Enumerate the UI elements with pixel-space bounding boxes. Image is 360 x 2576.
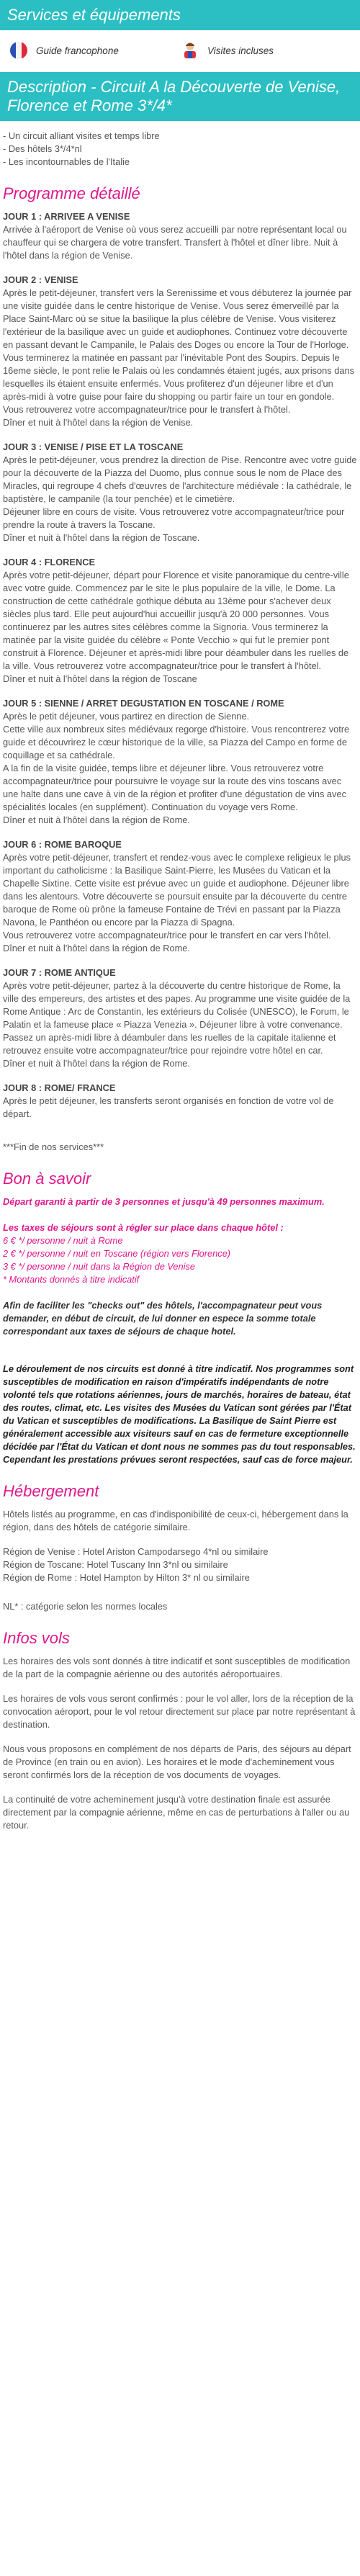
programme-footnote: ***Fin de nos services*** (3, 1141, 104, 1152)
day-title: JOUR 8 : ROME/ FRANCE (3, 1082, 116, 1093)
service-guide-francophone (9, 40, 180, 60)
services-list (0, 30, 360, 72)
day-title: JOUR 3 : VENISE / PISE ET LA TOSCANE (3, 441, 184, 452)
departure-guarantee: Départ garanti à partir de 3 personnes et jusqu'à 49 personnes maximum. (3, 1196, 325, 1207)
programme-title: Programme détaillé (3, 184, 140, 202)
day-text: Après votre petit-déjeuner, départ pour Florence et visite panoramique du centre-ville avec votre guide. Commencez par le site le plus populaire de la ville, le Dome. La construction de cette cathédrale gothique débuta au 13ème pour s'achever deux siècles plus tard. Elle peut aujourd'hui accueillir jusqu'à 20 000 personnes. Vous continuerez par les autres sites célèbres comme la Signoria. Vous terminerez la matinée par la visite guidée du célèbre « Ponte Vecchio » qui fut le premier pont construit à Florence. Déjeuner et après-midi libre pour déambuler dans les ruelles de la ville. Vous retrouverez votre accompagnateur/trice pour le transfert à l'hôtel. (3, 570, 349, 671)
tax-title: Les taxes de séjours sont à régler sur place dans chaque hôtel : (3, 1222, 284, 1233)
service-label: Visites incluses (207, 45, 274, 56)
day-text: Dîner et nuit à l'hôtel dans la région de Venise. (3, 417, 194, 428)
services-title: Services et équipements (0, 0, 360, 30)
checkout-note: Afin de faciliter les "checks out" des hôtels, l'accompagnateur peut vous demander, en début de circuit, de lui donner en espece la somme totale correspondant aux taxes de séjours de chaque hotel. (3, 1300, 323, 1337)
visits-included-icon (180, 40, 200, 60)
day-text: Cette ville aux nombreux sites médiévaux regorge d'histoire. Vous rencontrerez votre guide et découvrirez le cœur historique de la ville, sa Piazza del Campo en forme de coquillage et sa cathédrale. (3, 724, 350, 760)
vols-paragraph: Les horaires des vols sont donnés à titre indicatif et sont susceptibles de modification de la part de la compagnie aérienne ou des autorités aéroportuaires. (3, 1656, 351, 1679)
day-title: JOUR 2 : VENISE (3, 274, 78, 285)
day-text: A la fin de la visite guidée, temps libre et déjeuner libre. Vous retrouverez votre accompagnateur/trice pour poursuivre le voyage sur la route des vins toscans avec une halte dans une cave à vin de la région et profiter d'une dégustation de vins avec spécialités locales (en supplément). Continuation du voyage vers Rome. (3, 763, 346, 812)
intro-line: - Des hôtels 3*/4*nl (3, 143, 82, 154)
day-text: Après le petit déjeuner, les transferts seront organisés en fonction de votre vol de départ. (3, 1095, 334, 1119)
tax-line: * Montants donnés à titre indicatif (3, 1274, 140, 1285)
days-list (3, 210, 357, 1121)
bon-a-savoir-title: Bon à savoir (3, 1170, 91, 1188)
intro-line: - Un circuit alliant visites et temps libre (3, 130, 160, 141)
day-text: Passez un après-midi libre à déambuler dans les ruelles de la capitale italienne et retrouvez ensuite votre accompagnateur/trice pour rejoindre votre hôtel en car. (3, 1032, 336, 1056)
hotel-line: Région de Rome : Hotel Hampton by Hilton 3* nl ou similaire (3, 1572, 250, 1583)
vols-paragraph: Nous vous proposons en complément de nos départs de Paris, des séjours au départ de Province (en train ou en avion). Les horaires et le mode d'acheminement vous seront confirmés lors de la réception de vos documents de voyages. (3, 1743, 351, 1780)
day-title: JOUR 5 : SIENNE / ARRET DEGUSTATION EN TOSCANE / ROME (3, 698, 284, 709)
day-text: Dîner et nuit à l'hôtel dans la région de Rome. (3, 814, 190, 825)
day-text: Après le petit-déjeuner, transfert vers la Serenissime et vous débuterez la journée par une visite guidée dans le centre historique de Venise. Vous serez émerveillé par la Place Saint-Marc où se situe la basilique la plus célèbre de Venise. Vous visiterez l'extérieur de la basilique avec un guide et audiophones. Continuez votre découverte en passant devant le Campanile, le Palais des Doges ou encore la Tour de l'Horloge. Vous terminerez la matinée en passant par l'inévitable Pont des Soupirs. Depuis le 16eme siècle, le pont relie le Palais où les condamnés étaient jugés, aux prisons dans lesquelles ils étaient ensuite enfermés. Vous profiterez d'un déjeuner libre et d'un après-midi à votre guise pour faire du shopping ou partir faire un tour en gondole. Vous retrouverez votre accompagnateur/trice pour le transfert à l'hôtel. (3, 287, 354, 415)
tax-block (3, 1221, 357, 1286)
circuit-disclaimer: Le déroulement de nos circuits est donné à titre indicatif. Nos programmes sont susceptibles de modification en raison d'impératifs indépendants de notre volonté tels que rotations aériennes, jours de marchés, horaires de bateau, état des routes, climat, etc. Les visites des Musées du Vatican sont gérées par l'État du Vatican et susceptibles de modifications. La Basilique de Saint Pierre est généralement accessible aux visiteurs sauf en cas de fermeture exceptionnelle décidée par l'État du Vatican et dont nous ne sommes pas du tout responsables. Cependant les prestations prévues seront respectées, sauf cas de force majeur. (3, 1363, 356, 1465)
day-text: Après votre petit-déjeuner, transfert et rendez-vous avec le complexe religieux le plus important du catholicisme : la Basilique Saint-Pierre, les Musées du Vatican et la Chapelle Sixtine. Cette visite est prévue avec un guide et audiophone. Déjeuner libre dans les alentours. Votre découverte se poursuit ensuite par la découverte du centre baroque de Rome où prône la fameuse Fontaine de Trévi en passant par la Piazza Navona, le Panthéon ou encore par la Piazza di Spagna. (3, 852, 351, 928)
day-title: JOUR 4 : FLORENCE (3, 557, 95, 567)
main-content (0, 121, 360, 1832)
day-text: Arrivée à l'aéroport de Venise où vous serez accueilli par notre représentant local ou chauffeur qui se chargera de votre transfert. Transfert à l'hôtel et dîner libre. Nuit à l'hôtel dans la région de Venise. (3, 224, 347, 261)
day-text: Après le petit-déjeuner, vous prendrez la direction de Pise. Rencontre avec votre guide pour la découverte de la Piazza del Duomo, plus connue sous le nom de Place des Miracles, qui regroupe 4 chefs d'œuvres de l'architecture médiévale : la cathédrale, le baptistère, le campanile (la tour penchée) et le cimetière. (3, 454, 357, 504)
intro-list (3, 130, 357, 169)
day-title: JOUR 1 : ARRIVEE A VENISE (3, 211, 130, 222)
day-text: Après votre petit-déjeuner, partez à la découverte du centre historique de Rome, la ville des empereurs, des artistes et des papes. Au programme une visite guidée de la Rome Antique : Arc de Constantin, les extérieurs du Colisée (UNESCO), le Forum, le Palatin et la fameuse place « Piazza Venezia ». Déjeuner libre à votre convenance. (3, 980, 351, 1030)
day-block (3, 966, 357, 1070)
day-text: Dîner et nuit à l'hôtel dans la région de Rome. (3, 943, 190, 953)
hebergement-title: Hébergement (3, 1482, 99, 1500)
hotel-line: Région de Toscane: Hotel Tuscany Inn 3*nl ou similaire (3, 1559, 228, 1570)
french-flag-icon (9, 40, 29, 60)
day-block (3, 697, 357, 827)
infos-vols-title: Infos vols (3, 1629, 70, 1647)
intro-line: - Les incontournables de l'Italie (3, 156, 130, 167)
hebergement-footnote: NL* : catégorie selon les normes locales (3, 1601, 168, 1612)
tax-line: 3 € */ personne / nuit dans la Région de Venise (3, 1261, 196, 1272)
day-block (3, 274, 357, 429)
vols-paragraph: La continuité de votre acheminement jusqu'à votre destination finale est assurée directement par la compagnie aérienne, même en cas de perturbations à l'aller ou au retour. (3, 1794, 350, 1831)
day-text: Dîner et nuit à l'hôtel dans la région de Toscane. (3, 532, 200, 543)
tax-line: 6 € */ personne / nuit à Rome (3, 1235, 123, 1246)
day-block (3, 556, 357, 686)
day-text: Déjeuner libre en cours de visite. Vous retrouverez votre accompagnateur/trice pour prendre la route à travers la Toscane. (3, 506, 345, 530)
day-title: JOUR 7 : ROME ANTIQUE (3, 967, 116, 978)
day-title: JOUR 6 : ROME BAROQUE (3, 839, 122, 850)
day-text: Dîner et nuit à l'hôtel dans la région de Toscane (3, 673, 197, 684)
day-block (3, 210, 357, 262)
day-block (3, 1082, 357, 1121)
description-title: Description - Circuit A la Découverte de Venise, Florence et Rome 3*/4* (0, 72, 360, 121)
day-block (3, 838, 357, 955)
tax-line: 2 € */ personne / nuit en Toscane (région vers Florence) (3, 1248, 231, 1259)
service-label: Guide francophone (36, 45, 119, 56)
vols-paragraph: Les horaires de vols vous seront confirmés : pour le vol aller, lors de la réception de la convocation aéroport, pour le vol retour directement sur place par notre représentant à destination. (3, 1693, 356, 1730)
service-visites-incluses (180, 40, 351, 60)
day-text: Vous retrouverez votre accompagnateur/trice pour le transfert en car vers l'hôtel. (3, 930, 331, 941)
hebergement-intro: Hôtels listés au programme, en cas d'indisponibilité de ceux-ci, hébergement dans la région, dans des hôtels de catégorie similaire. (3, 1509, 348, 1532)
day-text: Après le petit déjeuner, vous partirez en direction de Sienne. (3, 711, 250, 722)
day-block (3, 441, 357, 544)
hotel-line: Région de Venise : Hotel Ariston Campodarsego 4*nl ou similaire (3, 1546, 269, 1557)
day-text: Dîner et nuit à l'hôtel dans la région de Rome. (3, 1058, 190, 1069)
